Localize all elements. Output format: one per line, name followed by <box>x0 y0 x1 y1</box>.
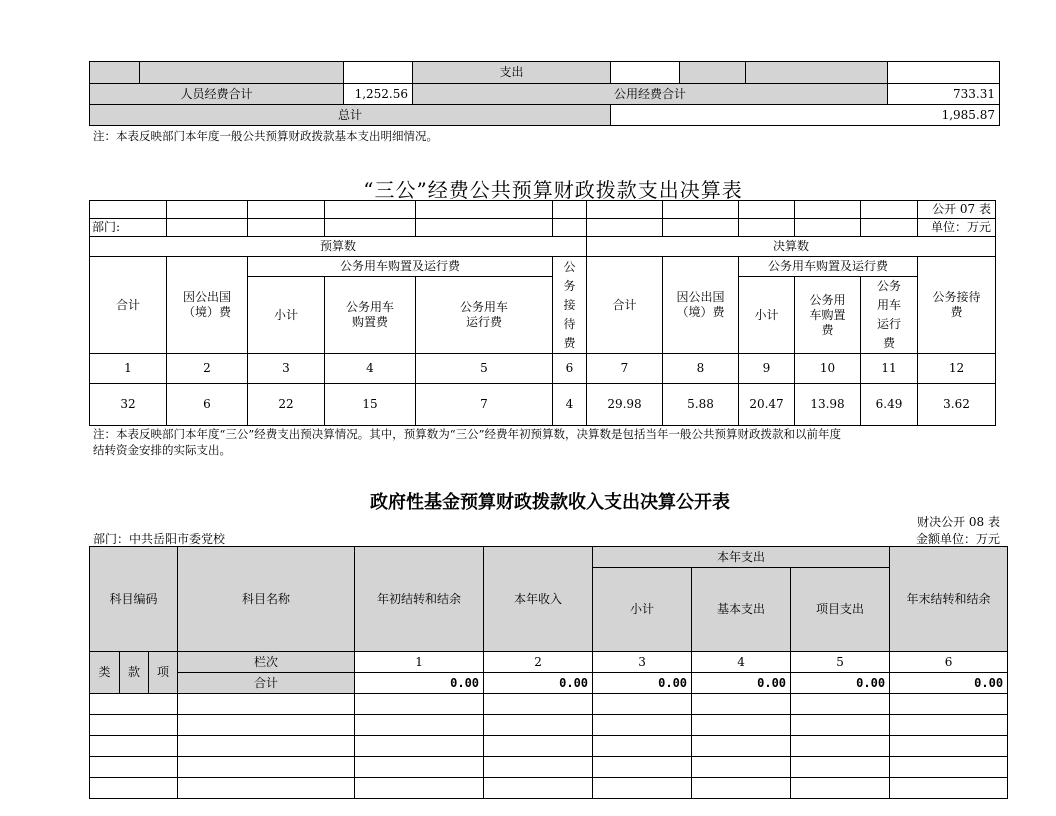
value-cell: 20.47 <box>739 384 795 426</box>
budget-car-run-header: 公务用车运行费 <box>416 277 553 354</box>
lei-header: 类 <box>90 652 120 694</box>
form-number: 公开 07 表 <box>918 201 996 219</box>
col-number: 4 <box>692 652 791 673</box>
cell <box>553 219 587 237</box>
budget-car-buy-header: 公务用车购置费 <box>325 277 416 354</box>
cell <box>587 201 663 219</box>
col-number: 6 <box>553 354 587 384</box>
value-cell: 13.98 <box>795 384 861 426</box>
total-label: 合计 <box>178 673 355 694</box>
col-number: 4 <box>325 354 416 384</box>
subject-code-header: 科目编码 <box>90 547 178 652</box>
final-header: 决算数 <box>587 237 996 257</box>
total-value: 0.00 <box>791 673 890 694</box>
value-cell: 4 <box>553 384 587 426</box>
cell <box>587 219 663 237</box>
value-cell: 29.98 <box>587 384 663 426</box>
final-car-group-header: 公务用车购置及运行费 <box>739 257 918 277</box>
cell <box>344 62 413 84</box>
cell <box>416 201 553 219</box>
cell <box>663 219 739 237</box>
cell <box>795 201 861 219</box>
fund-table <box>89 546 1008 799</box>
col-number: 2 <box>167 354 248 384</box>
budget-total-header: 合计 <box>90 257 167 354</box>
final-car-buy-header: 公务用车购置费 <box>795 277 861 354</box>
row-number-label: 栏次 <box>178 652 355 673</box>
cell <box>795 219 861 237</box>
sangong-note-line1: 注：本表反映部门本年度“三公”经费支出预决算情况。其中，预算数为“三公”经费年初预算数，决算数是包括当年一般公共预算财政拨款和以前年度 <box>93 427 842 441</box>
col-number: 5 <box>416 354 553 384</box>
expense-subtotal-header: 小计 <box>593 568 692 652</box>
value-cell: 7 <box>416 384 553 426</box>
final-car-run-header: 公务用车运行费 <box>861 277 918 354</box>
empty-row <box>90 694 1008 715</box>
budget-header: 预算数 <box>90 237 587 257</box>
empty-row <box>90 736 1008 757</box>
cell <box>90 62 140 84</box>
cell <box>553 201 587 219</box>
final-subtotal-header: 小计 <box>739 277 795 354</box>
fund-form-number: 财决公开 08 表 <box>917 515 1000 529</box>
cell <box>140 62 344 84</box>
dept-label: 部门: <box>90 219 167 237</box>
col-number: 6 <box>890 652 1008 673</box>
col-number: 2 <box>484 652 593 673</box>
fund-unit: 金额单位：万元 <box>915 532 1000 546</box>
empty-row <box>90 757 1008 778</box>
cell <box>746 62 888 84</box>
total-value: 0.00 <box>692 673 791 694</box>
kuan-header: 款 <box>120 652 149 694</box>
basic-expense-header: 基本支出 <box>692 568 791 652</box>
income-header: 本年收入 <box>484 547 593 652</box>
col-number: 8 <box>663 354 739 384</box>
value-cell: 15 <box>325 384 416 426</box>
cell <box>861 201 918 219</box>
value-cell: 32 <box>90 384 167 426</box>
cell <box>416 219 553 237</box>
col-number: 9 <box>739 354 795 384</box>
public-total-label: 公用经费合计 <box>413 84 888 105</box>
sangong-title: “三公”经费公共预算财政拨款支出决算表 <box>363 178 743 202</box>
subject-name-header: 科目名称 <box>178 547 355 652</box>
value-cell: 3.62 <box>918 384 996 426</box>
col-number: 10 <box>795 354 861 384</box>
col-number: 1 <box>90 354 167 384</box>
total-value: 0.00 <box>593 673 692 694</box>
grand-total-value: 1,985.87 <box>611 105 1000 126</box>
end-balance-header: 年末结转和结余 <box>890 547 1008 652</box>
fund-dept: 部门：中共岳阳市委党校 <box>93 532 226 546</box>
cell <box>680 62 746 84</box>
expense-label: 支出 <box>413 62 611 84</box>
cell <box>325 219 416 237</box>
col-number: 7 <box>587 354 663 384</box>
xiang-header: 项 <box>149 652 178 694</box>
cell <box>888 62 1000 84</box>
col-number: 11 <box>861 354 918 384</box>
cell <box>248 201 325 219</box>
col-number: 3 <box>248 354 325 384</box>
cell <box>167 201 248 219</box>
cell <box>861 219 918 237</box>
expense-header: 本年支出 <box>593 547 890 568</box>
empty-row <box>90 715 1008 736</box>
cell <box>90 201 167 219</box>
col-number: 12 <box>918 354 996 384</box>
value-cell: 6.49 <box>861 384 918 426</box>
value-cell: 22 <box>248 384 325 426</box>
grand-total-label: 总计 <box>90 105 611 126</box>
final-abroad-header: 因公出国（境）费 <box>663 257 739 354</box>
budget-reception-header: 公务接待费 <box>553 257 587 354</box>
cell <box>739 201 795 219</box>
value-cell: 6 <box>167 384 248 426</box>
final-total-header: 合计 <box>587 257 663 354</box>
total-value: 0.00 <box>355 673 484 694</box>
top-note: 注：本表反映部门本年度一般公共预算财政拨款基本支出明细情况。 <box>93 129 438 143</box>
value-cell: 5.88 <box>663 384 739 426</box>
personnel-total-label: 人员经费合计 <box>90 84 344 105</box>
empty-row <box>90 778 1008 799</box>
cell <box>248 219 325 237</box>
fund-title: 政府性基金预算财政拨款收入支出决算公开表 <box>370 492 730 513</box>
cell <box>663 201 739 219</box>
cell <box>611 62 680 84</box>
cell <box>325 201 416 219</box>
cell <box>167 219 248 237</box>
col-number: 3 <box>593 652 692 673</box>
cell <box>739 219 795 237</box>
sangong-table <box>89 200 996 426</box>
budget-car-group-header: 公务用车购置及运行费 <box>248 257 553 277</box>
begin-balance-header: 年初结转和结余 <box>355 547 484 652</box>
budget-subtotal-header: 小计 <box>248 277 325 354</box>
budget-abroad-header: 因公出国（境）费 <box>167 257 248 354</box>
col-number: 1 <box>355 652 484 673</box>
col-number: 5 <box>791 652 890 673</box>
sangong-note-line2: 结转资金安排的实际支出。 <box>93 443 231 457</box>
project-expense-header: 项目支出 <box>791 568 890 652</box>
personnel-total-value: 1,252.56 <box>344 84 413 105</box>
public-total-value: 733.31 <box>888 84 1000 105</box>
basic-expense-summary-table <box>89 61 1000 126</box>
total-value: 0.00 <box>890 673 1008 694</box>
total-value: 0.00 <box>484 673 593 694</box>
unit-label: 单位：万元 <box>918 219 996 237</box>
final-reception-header: 公务接待费 <box>918 257 996 354</box>
